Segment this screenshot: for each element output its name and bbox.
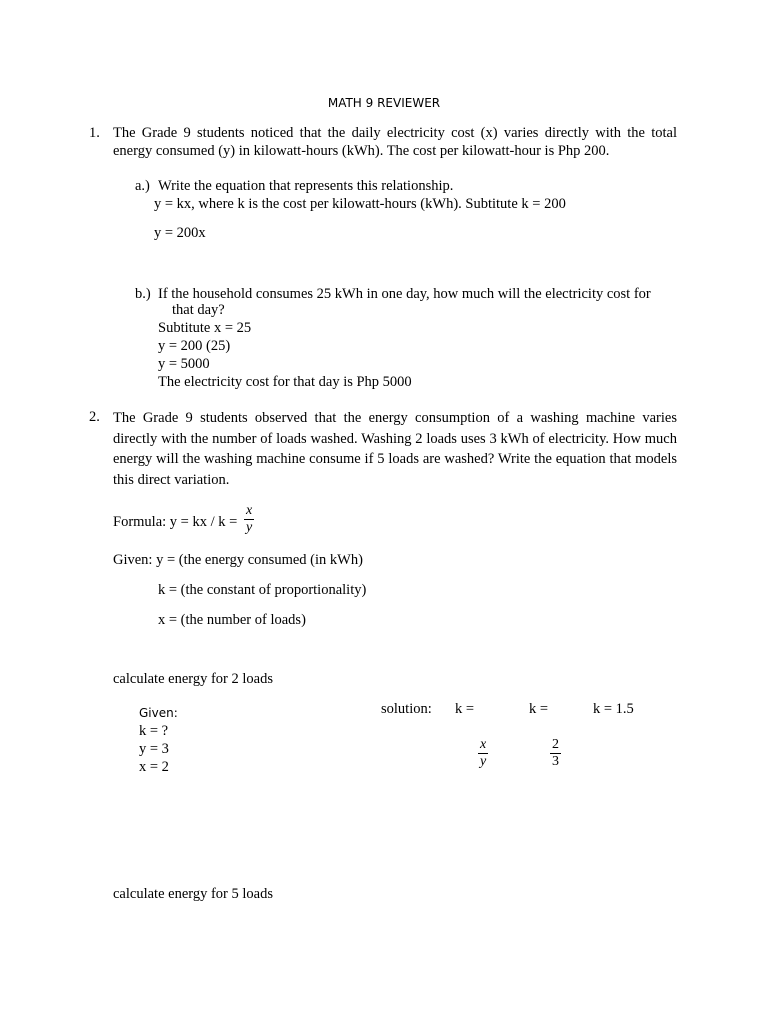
q1a-line2: y = 200x [154,225,206,241]
k-equation-2: k = [529,701,549,717]
fraction-numerator: x [246,503,253,518]
given-k: k = (the constant of proportionality) [158,582,367,598]
calc-2-loads-heading: calculate energy for 2 loads [113,671,273,687]
solution-fraction-2-over-3 [550,737,561,770]
q1b-step: y = 5000 [158,356,210,372]
q1b-prompt-line1: If the household consumes 25 kWh in one day, how much will the electricity cost for [158,286,651,302]
solution-fraction-x-over-y [478,737,488,770]
fraction-denominator: y [246,520,253,535]
q1a-label: a.) [135,178,150,194]
q2-number: 2. [89,409,100,425]
fraction-denominator: 3 [552,754,559,769]
given-value: k = ? [139,723,169,739]
q1a-prompt: Write the equation that represents this relationship. [158,178,454,194]
k-result: k = 1.5 [593,701,634,717]
k-equation-1: k = [455,701,475,717]
fraction-numerator: 2 [552,737,559,752]
document-title: MATH 9 REVIEWER [327,96,441,110]
q1b-step: The electricity cost for that day is Php 5000 [158,374,412,390]
given-x: x = (the number of loads) [158,612,306,628]
q1a-line1: y = kx, where k is the cost per kilowatt-hours (kWh). Subtitute k = 200 [154,196,566,212]
formula-line: Formula: y = kx / k = [113,514,238,530]
q1-text: The Grade 9 students noticed that the daily electricity cost (x) varies directly with the total energy consumed (y) in kilowatt-hours (kWh). The cost per kilowatt-hour is Php 200. [113,125,677,159]
calc-5-loads-heading: calculate energy for 5 loads [113,886,273,902]
given-value: y = 3 [139,741,169,757]
q1b-prompt-line2: that day? [172,302,225,318]
q1-number: 1. [89,125,100,141]
q1b-label: b.) [135,286,151,302]
given-value: x = 2 [139,759,169,775]
q2-text: The Grade 9 students observed that the energy consumption of a washing machine varies directly with the number of loads washed. Washing 2 loads uses 3 kWh of electricity. How much energy will the washing machine consume if 5 loads are washed? Write the equation that models this direct variation. [113,410,677,488]
q1b-step: Subtitute x = 25 [158,320,252,336]
fraction-denominator: y [480,754,487,769]
given-y: Given: y = (the energy consumed (in kWh) [113,552,363,568]
fraction-numerator: x [480,737,487,752]
solution-label: solution: [381,701,432,717]
q1b-step: y = 200 (25) [158,338,231,354]
formula-fraction [244,503,254,536]
given-label: Given: [139,706,178,720]
